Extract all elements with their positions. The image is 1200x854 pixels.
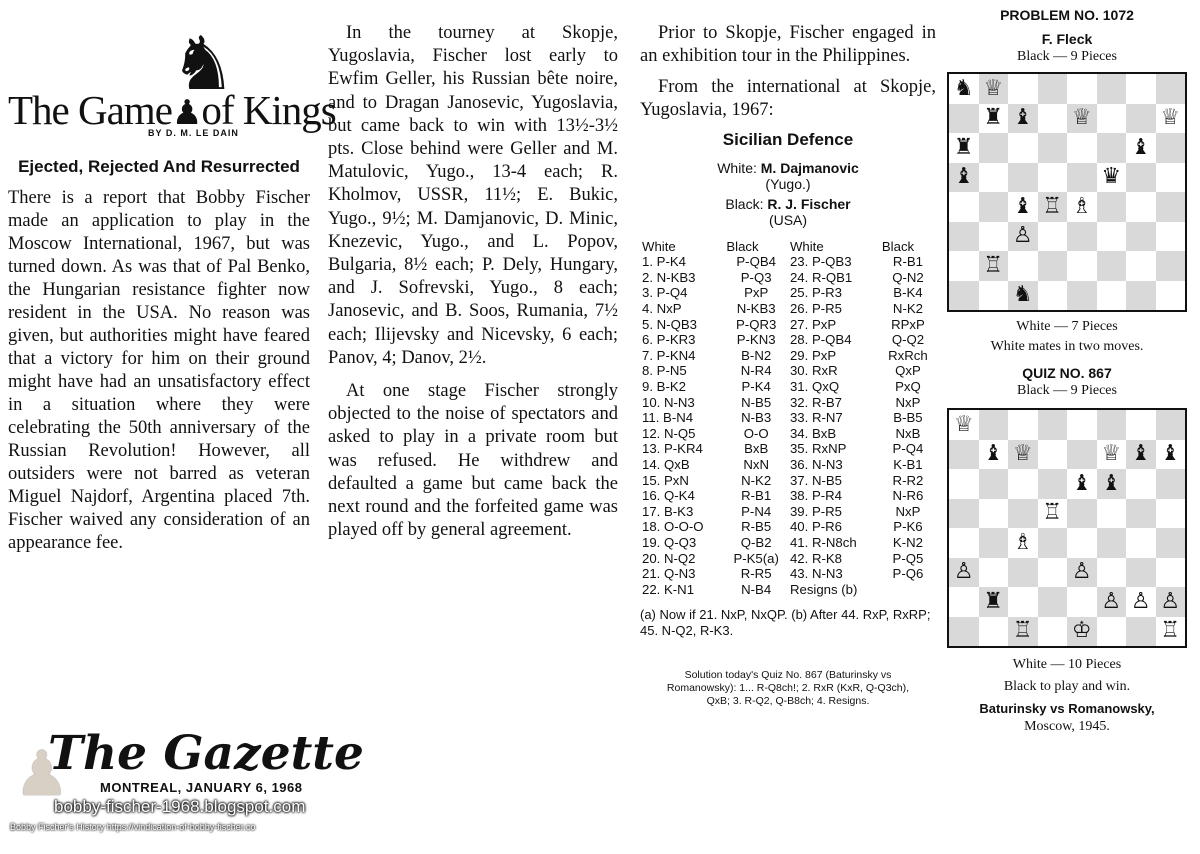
board-square: ♙ [1097,587,1127,617]
board-square: ♖ [979,251,1009,281]
moves-row [640,441,936,457]
board-square [1067,251,1097,281]
move-cell: R-B1 [892,254,923,270]
board-square [1097,281,1127,311]
move-cell: QxP [895,363,921,379]
board-square [1156,251,1186,281]
board-square [1038,222,1068,252]
board-square [979,410,1009,440]
gazette-title: The Gazette [48,726,364,781]
board-square [1067,74,1097,104]
move-cell: O-O [743,425,769,441]
board-square: ♝ [1008,192,1038,222]
move-cell: P-K6 [893,519,923,535]
white-country: (Yugo.) [765,176,811,192]
white-player: M. Dajmanovic [760,160,859,176]
board-square: ♝ [1097,469,1127,499]
move-cell: B-K4 [893,285,923,301]
move-cell: K-N2 [892,534,923,550]
board-square [1067,410,1097,440]
gazette-masthead [10,726,364,836]
board-square [1097,410,1127,440]
board-square [1038,163,1068,193]
board-square [1156,192,1186,222]
board-square [1008,133,1038,163]
quiz-players: Baturinsky vs Romanowsky, [979,701,1155,716]
move-cell: B-B5 [893,410,923,426]
move-cell: 7. P-KN4 [642,347,696,363]
move-cell: 27. PxP [789,316,837,332]
moves-table [640,238,936,597]
moves-header-row [640,238,936,254]
board-square: ♙ [1067,558,1097,588]
board-square: ♕ [1156,104,1186,134]
move-cell: N-B3 [741,410,772,426]
move-cell: PxP [744,285,769,301]
move-cell: 3. P-Q4 [642,285,688,301]
move-cell [880,581,936,597]
quiz-black-count: Black — 9 Pieces [1017,383,1117,398]
moves-row [640,581,936,597]
move-cell: Resigns (b) [789,581,858,597]
board-square [1097,222,1127,252]
article-headline: Ejected, Rejected And Resurrected [18,157,300,176]
problem-task: White mates in two moves. [990,339,1144,354]
quiz-board [947,408,1187,648]
move-cell: 24. R-QB1 [789,269,853,285]
move-cell: 38. P-R4 [789,488,843,504]
moves-row [640,457,936,473]
board-square: ♙ [1126,587,1156,617]
black-player: R. J. Fischer [767,196,851,212]
board-square [1038,440,1068,470]
board-square: ♗ [1008,528,1038,558]
game-notes: (a) Now if 21. NxP, NxQP. (b) After 44. RxP, RxRP; 45. N-Q2, R-K3. [640,607,931,639]
moves-row [640,379,936,395]
board-square: ♕ [1067,104,1097,134]
board-square [1156,281,1186,311]
board-square [1038,133,1068,163]
board-square: ♝ [979,440,1009,470]
move-cell: 19. Q-Q3 [642,534,697,550]
board-square [1038,74,1068,104]
board-square [1126,222,1156,252]
board-square [1097,251,1127,281]
board-square [979,281,1009,311]
board-square [949,222,979,252]
board-square [1126,281,1156,311]
move-cell: NxB [895,425,921,441]
move-cell: P-KN3 [736,332,776,348]
problem-white-count: White — 7 Pieces [1016,319,1118,334]
board-square [1126,469,1156,499]
move-cell: 9. B-K2 [642,379,686,395]
game-players [640,160,936,228]
board-square [949,587,979,617]
board-square [1097,133,1127,163]
board-square [1156,222,1186,252]
moves-row [640,488,936,504]
board-square [1156,499,1186,529]
title-left: The Game [8,87,172,133]
board-square: ♕ [1008,440,1038,470]
move-cell: N-R6 [892,488,924,504]
move-cell: 6. P-KR3 [642,332,696,348]
board-square: ♕ [949,410,979,440]
column-title: The Game♟of Kings [8,87,336,133]
board-square: ♙ [949,558,979,588]
move-cell: 11. B-N4 [642,410,694,426]
board-square [1097,499,1127,529]
board-square: ♛ [1097,163,1127,193]
move-cell: 29. PxP [789,347,837,363]
board-square [1126,617,1156,647]
board-square [1067,499,1097,529]
board-square [949,617,979,647]
board-square [979,469,1009,499]
board-square [1067,528,1097,558]
board-square [949,281,979,311]
board-square [1038,410,1068,440]
board-square: ♝ [1008,104,1038,134]
board-square: ♝ [1067,469,1097,499]
move-cell: NxP [895,394,921,410]
moves-header: White [789,238,824,254]
board-square [1097,74,1127,104]
board-square: ♜ [949,133,979,163]
board-square [979,617,1009,647]
board-square [1126,499,1156,529]
column-3 [640,22,936,708]
move-cell: R-B5 [741,519,772,535]
board-square: ♝ [949,163,979,193]
moves-row [640,472,936,488]
board-square [979,133,1009,163]
byline: BY D. M. LE DAIN [148,128,239,138]
moves-row [640,504,936,520]
move-cell: 35. RxNP [789,441,847,457]
move-cell: P-K5(a) [733,550,779,566]
move-cell: RxRch [888,347,928,363]
board-square [1008,558,1038,588]
board-square [1126,192,1156,222]
move-cell: 36. N-N3 [789,457,843,473]
move-cell: P-Q6 [892,566,924,582]
move-cell: N-KB3 [736,301,776,317]
move-cell: 22. K-N1 [642,581,695,597]
move-cell: 4. NxP [642,301,682,317]
moves-row [640,270,936,286]
board-square: ♜ [979,587,1009,617]
board-square: ♜ [979,104,1009,134]
article-paragraph: There is a report that Bobby Fischer made an application to play in the Moscow International, 1967, but was turned down. As was that of Pal Benko, the Hungarian resistance fighter now resident in the USA. No reason was given, but authorities might have feared that a victory for him on their ground might have had an unsatisfactory effect in a situation where they were celebrating the 50th anniversary of the Russian Revolution! However, all outsiders were not barred as veteran Miguel Najdorf, Argentina placed 7th. Fischer waived any consideration of an appearance fee. [8,188,310,553]
board-square [1008,499,1038,529]
board-square [949,251,979,281]
board-square [1126,528,1156,558]
move-cell: 33. R-N7 [789,410,843,426]
board-square [949,192,979,222]
black-country: (USA) [768,212,808,228]
board-square [1008,74,1038,104]
board-square: ♖ [1156,617,1186,647]
board-square [1126,104,1156,134]
board-square [1038,281,1068,311]
moves-row [640,332,936,348]
move-cell: P-N4 [741,503,772,519]
board-square: ♙ [1008,222,1038,252]
move-cell: K-B1 [893,457,923,473]
quiz-white-count: White — 10 Pieces [1012,657,1122,672]
move-cell: NxP [895,503,921,519]
board-square [979,222,1009,252]
move-cell: 21. Q-N3 [642,566,696,582]
board-square [979,192,1009,222]
column-4 [942,0,1192,736]
article-paragraph: At one stage Fischer strongly objected to the noise of spectators and asked to play in a private room but was refused. He withdrew and defaulted a game but came back the next round and the forfeited game was played off by general agreement. [328,381,618,541]
moves-row [640,410,936,426]
gazette-dateline: MONTREAL, JANUARY 6, 1968 [100,780,303,795]
board-square: ♗ [1067,192,1097,222]
move-cell: 2. N-KB3 [642,269,696,285]
board-square [1156,469,1186,499]
board-square: ♔ [1067,617,1097,647]
board-square [1126,410,1156,440]
board-square [1038,587,1068,617]
moves-row [640,348,936,364]
move-cell: 13. P-KR4 [642,441,703,457]
board-square: ♖ [1038,192,1068,222]
board-square: ♝ [1126,133,1156,163]
article-paragraph: Prior to Skopje, Fischer engaged in an exhibition tour in the Philippines. [640,23,936,66]
column-1 [8,0,336,555]
board-square [1008,469,1038,499]
board-square [1008,587,1038,617]
board-square [1097,528,1127,558]
board-square [1067,440,1097,470]
board-square [1097,104,1127,134]
move-cell: 15. PxN [642,472,689,488]
move-cell: R-B1 [741,488,772,504]
board-square: ♕ [979,74,1009,104]
board-square [949,104,979,134]
move-cell: 1. P-K4 [642,254,686,270]
moves-row [640,566,936,582]
move-cell: N-B4 [741,581,772,597]
move-cell: 20. N-Q2 [642,550,696,566]
board-square [1038,104,1068,134]
column-2 [328,22,618,552]
move-cell: 26. P-R5 [789,301,843,317]
board-square [1067,281,1097,311]
board-square [1126,163,1156,193]
move-cell: 43. N-N3 [789,566,843,582]
board-square [1126,558,1156,588]
move-cell: 25. P-R3 [789,285,843,301]
problem-board [947,72,1187,312]
move-cell: N-R4 [740,363,772,379]
move-cell: P-Q4 [892,441,924,457]
board-square [1067,587,1097,617]
white-label: White: [717,160,757,176]
move-cell: P-QB4 [736,254,776,270]
board-square [949,440,979,470]
quiz-solution: Solution today's Quiz No. 867 (Baturinsky vs Romanowsky): 1... R-Q8ch!; 2. RxR (KxR, Q-Q3ch), QxB; 3. R-Q2, Q-B8ch; 4. Resigns. [666,669,910,708]
board-square [1038,558,1068,588]
board-square [1038,469,1068,499]
board-square [1008,410,1038,440]
moves-row [640,426,936,442]
move-cell: Q-B2 [740,534,772,550]
moves-row [640,285,936,301]
move-cell: 42. R-K8 [789,550,843,566]
board-square [1067,222,1097,252]
board-square: ♝ [1126,440,1156,470]
move-cell: 18. O-O-O [642,519,704,535]
moves-row [640,519,936,535]
board-square [1156,558,1186,588]
move-cell: BxB [744,441,769,457]
move-cell: N-K2 [741,472,772,488]
move-cell: Q-N2 [892,269,924,285]
board-square [1067,133,1097,163]
move-cell: 32. R-B7 [789,394,843,410]
board-square [1008,251,1038,281]
board-square [1038,251,1068,281]
moves-header: White [642,238,676,254]
move-cell: P-Q3 [740,269,772,285]
move-cell: 12. N-Q5 [642,425,696,441]
board-square: ♞ [1008,281,1038,311]
board-square [1156,133,1186,163]
move-cell: 14. QxB [642,457,690,473]
article-paragraph: From the international at Skopje, Yugoslavia, 1967: [640,77,936,120]
problem-author: F. Fleck [1041,31,1093,47]
move-cell: 39. P-R5 [789,503,843,519]
move-cell: 10. N-N3 [642,394,695,410]
move-cell: N-K2 [892,301,923,317]
article-paragraph: In the tourney at Skopje, Yugoslavia, Fischer lost early to Ewfim Geller, his Russian bête noire, and to Dragan Janosevic, Yugoslavia, but came back to win with 13½-3½ pts. Close behind were Geller and M. Matulovic, Yugo., 13-4 each; R. Kholmov, USSR, 11½; E. Bukic, Yugo., 9½; M. Damjanovic, D. Minic, Knezevic, Yugo., and L. Popov, Bulgaria, 8½ each; P. Dely, Hungary, and J. Sofrevski, Yugo., 8 each; Janosevic, and B. Soos, Rumania, 7½ each; Ilijevsky and Nicevsky, 6 each; Panov, 4; Danov, 2½. [328,23,618,368]
quiz-place: Moscow, 1945. [1024,719,1110,734]
board-square [1156,163,1186,193]
article-col1 [8,187,310,555]
move-cell: 16. Q-K4 [642,488,695,504]
board-square [1097,617,1127,647]
move-cell: B-N2 [741,347,772,363]
move-cell: 40. P-R6 [789,519,843,535]
move-cell: P-Q5 [892,550,924,566]
board-square [949,469,979,499]
move-cell: R-R5 [740,566,772,582]
move-cell: 28. P-QB4 [789,332,852,348]
board-square [979,558,1009,588]
moves-row [640,550,936,566]
black-label: Black: [725,196,764,212]
problem-title: PROBLEM NO. 1072 [1000,7,1134,23]
moves-header: Black [726,238,759,254]
board-square: ♝ [1156,440,1186,470]
move-cell: 37. N-B5 [789,472,843,488]
quiz-title: QUIZ NO. 867 [1022,365,1112,381]
move-cell: R-R2 [892,472,924,488]
board-square [1097,558,1127,588]
board-square [1126,251,1156,281]
move-cell: P-K4 [741,379,771,395]
move-cell: PxQ [895,379,921,395]
moves-row [640,316,936,332]
move-cell: P-QR3 [736,316,777,332]
board-square [1038,528,1068,558]
moves-header: Black [881,238,915,254]
moves-row [640,363,936,379]
board-square [979,528,1009,558]
move-cell: 41. R-N8ch [789,534,857,550]
moves-row [640,254,936,270]
board-square [1067,163,1097,193]
board-square [1156,410,1186,440]
title-right: of Kings [201,87,336,133]
move-cell: 17. B-K3 [642,503,694,519]
moves-row [640,535,936,551]
board-square [1008,163,1038,193]
moves-row [640,301,936,317]
move-cell: RPxP [891,316,925,332]
board-square: ♖ [1008,617,1038,647]
board-square: ♖ [1038,499,1068,529]
move-cell: NxN [743,457,769,473]
history-link[interactable]: Bobby Fischer's History https://vindication-of-bobby-fischer.co [10,822,256,832]
move-cell: 23. P-QB3 [789,254,852,270]
knight-icon: ♞ [170,24,237,106]
board-square [1156,74,1186,104]
move-cell: 31. QxQ [789,379,840,395]
board-square [1097,192,1127,222]
move-cell: 30. RxR [789,363,838,379]
column-masthead [8,0,336,140]
quiz-task: Black to play and win. [1003,679,1131,694]
board-square [1038,617,1068,647]
move-cell: Q-Q2 [891,332,925,348]
board-square [979,499,1009,529]
board-square: ♕ [1097,440,1127,470]
board-square [1156,528,1186,558]
blog-link[interactable]: bobby-fischer-1968.blogspot.com [54,797,306,816]
move-cell: N-B5 [741,394,772,410]
board-square [949,528,979,558]
board-square: ♙ [1156,587,1186,617]
board-square [949,499,979,529]
moves-row [640,394,936,410]
pawn-icon: ♟ [14,741,70,809]
problem-black-count: Black — 9 Pieces [1017,49,1117,64]
move-cell: 5. N-QB3 [642,316,697,332]
board-square: ♞ [949,74,979,104]
move-cell: 34. BxB [789,425,837,441]
opening-title: Sicilian Defence [722,130,854,149]
board-square [1126,74,1156,104]
move-cell: 8. P-N5 [642,363,687,379]
board-square [979,163,1009,193]
